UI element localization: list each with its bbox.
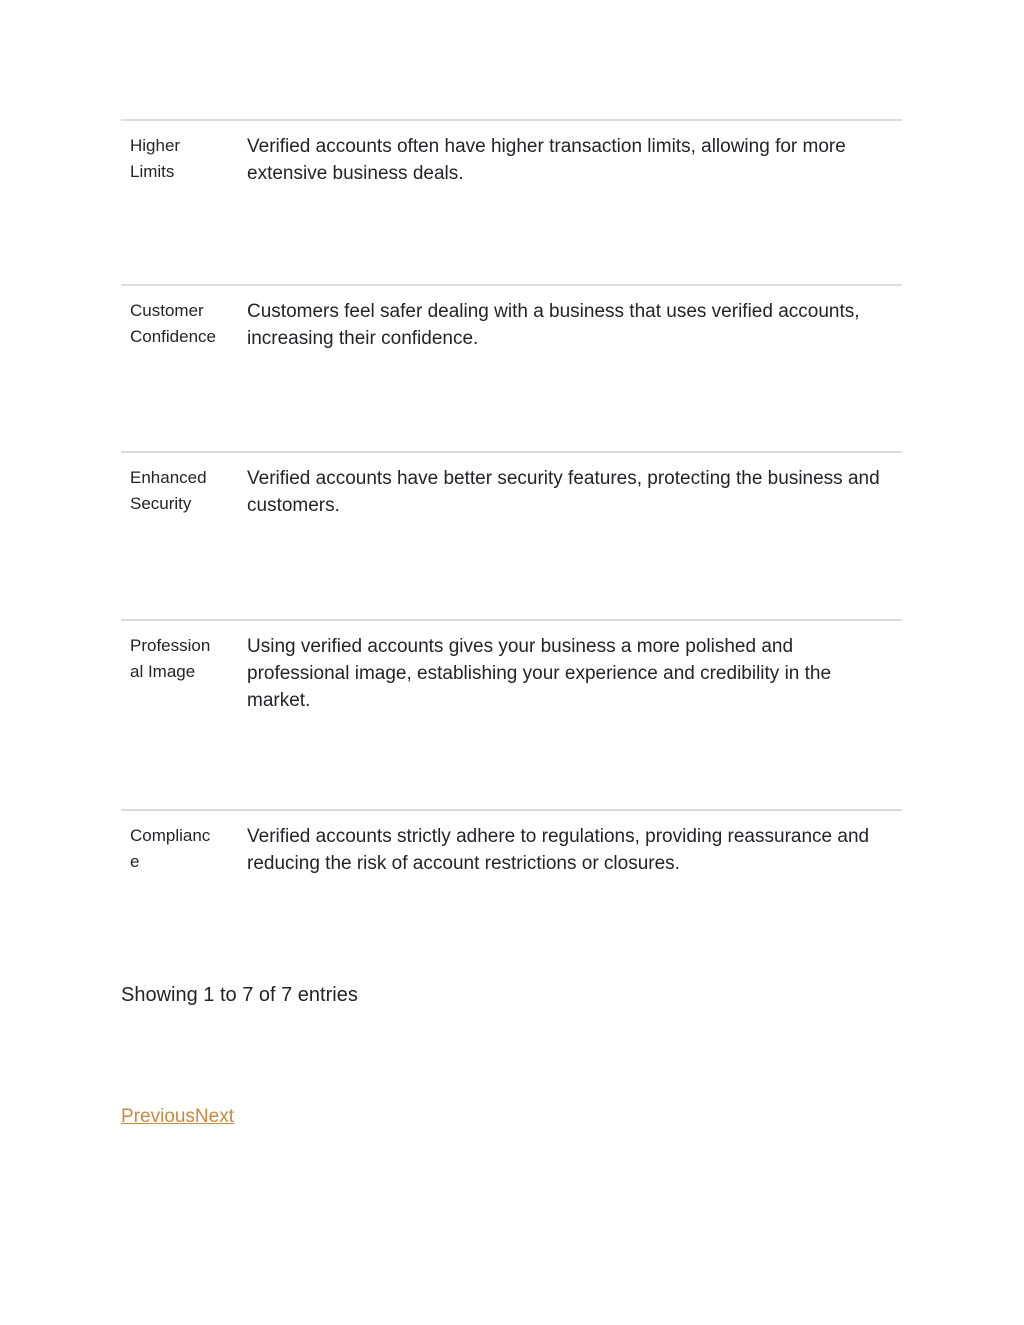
benefits-table-section xyxy=(121,119,902,1130)
table-row xyxy=(121,620,902,810)
benefit-description-cell: Verified accounts strictly adhere to regulations, providing reassurance and reducing the risk of account restrictions or closures. xyxy=(247,826,870,874)
benefit-description-cell: Customers feel safer dealing with a business that uses verified accounts, increasing their confidence. xyxy=(247,301,860,349)
pagination-next-link[interactable]: Next xyxy=(194,1106,234,1127)
benefit-description-cell: Verified accounts have better security features, protecting the business and customers. xyxy=(247,468,880,516)
benefit-name-cell: Professional Image xyxy=(130,636,211,681)
pagination-previous-link[interactable]: Previous xyxy=(121,1106,195,1127)
table-row xyxy=(121,452,902,620)
benefits-table xyxy=(121,119,902,975)
table-info: Showing 1 to 7 of 7 entries xyxy=(121,984,358,1006)
benefit-description-cell: Verified accounts often have higher transaction limits, allowing for more extensive business deals. xyxy=(247,136,846,184)
table-row xyxy=(121,285,902,452)
table-row xyxy=(121,810,902,975)
benefit-name-cell: Compliance xyxy=(130,826,211,871)
table-row xyxy=(121,120,902,285)
pagination xyxy=(121,1104,902,1130)
benefit-description-cell: Using verified accounts gives your business a more polished and professional image, establishing your experience and credibility in the market. xyxy=(247,636,832,711)
benefit-name-cell: Higher Limits xyxy=(130,136,181,181)
benefit-name-cell: Enhanced Security xyxy=(130,468,207,513)
benefit-name-cell: Customer Confidence xyxy=(130,301,217,346)
